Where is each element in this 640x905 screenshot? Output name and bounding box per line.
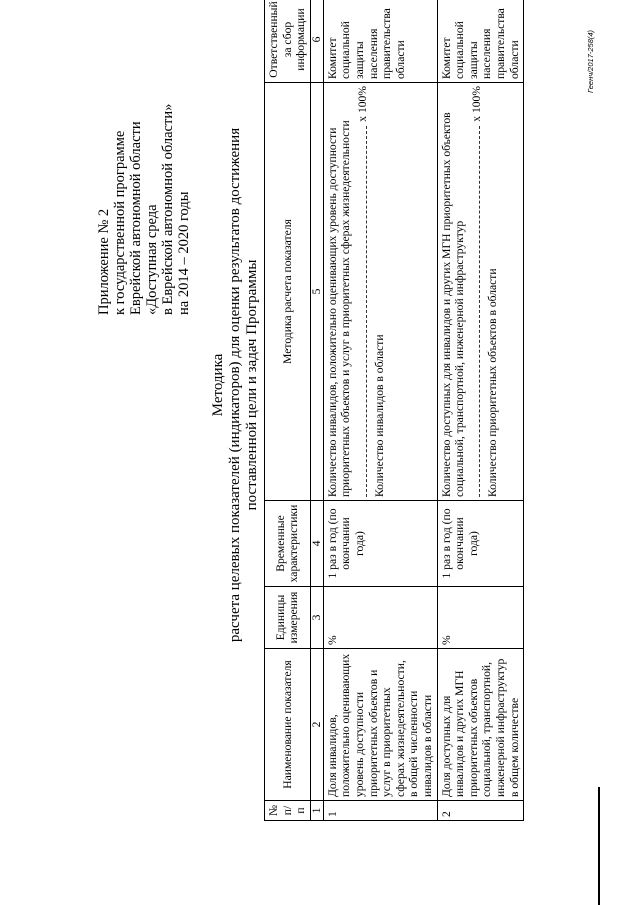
formula-cell	[437, 83, 524, 501]
formula-cell	[323, 83, 437, 501]
unit: %	[323, 587, 437, 649]
formula-numerator: Количество доступных для инвалидов и других МГН приоритетных объектов социальной, транспортной, инженерной инфраструктур	[439, 112, 467, 497]
page-margin-line	[598, 787, 600, 905]
header-methodology: Методика расчета показателя	[265, 83, 311, 501]
column-number: 6	[310, 0, 323, 83]
fraction-line	[470, 86, 484, 497]
column-number: 1	[310, 801, 323, 821]
title-heading: Методика	[210, 353, 226, 417]
document-code: Геенч/2017-258(4)	[586, 29, 595, 93]
column-number: 2	[310, 649, 323, 801]
document-title	[210, 35, 261, 735]
column-number: 5	[310, 83, 323, 501]
unit: %	[437, 587, 524, 649]
table-row	[437, 0, 524, 821]
appendix-block	[96, 15, 192, 315]
header-unit: Единицы измерения	[265, 587, 311, 649]
indicator-name: Доля инвалидов, положительно оценивающих уровень доступности приоритетных объектов и услуг в приоритетных сферах жизнедеятельности, в общей численности инвалидов в области	[323, 649, 437, 801]
fraction-bar	[365, 126, 367, 497]
formula-denominator: Количество инвалидов в области	[372, 334, 386, 497]
row-number: 2	[437, 801, 524, 821]
fraction-line	[356, 86, 370, 497]
title-line-1: расчета целевых показателей (индикаторов) для оценки результатов достижения	[227, 127, 243, 643]
appendix-line: на 2014 – 2020 годы	[176, 191, 192, 315]
column-number: 4	[310, 501, 323, 587]
formula-multiplier: х 100%	[469, 86, 483, 122]
row-number: 1	[323, 801, 437, 821]
table-row	[323, 0, 437, 821]
appendix-line: к государственной программе	[112, 130, 128, 315]
formula-denominator: Количество приоритетных объектов в области	[486, 268, 500, 497]
header-indicator-name: Наименование показателя	[265, 649, 311, 801]
period: 1 раз в год (по окончании года)	[437, 501, 524, 587]
appendix-line: Приложение № 2	[96, 208, 112, 315]
appendix-line: Еврейской автономной области	[128, 121, 144, 315]
appendix-line: «Доступная среда	[144, 204, 160, 315]
formula-numerator: Количество инвалидов, положительно оценивающих уровень доступности приоритетных объектов и услуг в приоритетных сферах жизнедеятельности	[325, 120, 353, 497]
period: 1 раз в год (по окончании года)	[323, 501, 437, 587]
table-header-row	[265, 0, 311, 821]
responsible: Комитет социальной защиты населения правительства области	[323, 0, 437, 83]
header-responsible: Ответственный за сбор информации	[265, 0, 311, 83]
indicator-name: Доля доступных для инвалидов и других МГН приоритетных объектов социальной, транспортной, инженерной инфраструктур в общем количестве	[437, 649, 524, 801]
title-line-2: поставленной цели и задач Программы	[244, 259, 260, 511]
header-period: Временные характеристики	[265, 501, 311, 587]
appendix-line: в Еврейской автономной области»	[160, 103, 176, 315]
methodology-table	[264, 0, 524, 821]
fraction-bar	[478, 126, 480, 497]
column-number: 3	[310, 587, 323, 649]
header-number: № п/п	[265, 801, 311, 821]
formula-multiplier: х 100%	[355, 86, 369, 122]
responsible: Комитет социальной защиты населения правительства области	[437, 0, 524, 83]
column-number-row	[310, 0, 323, 821]
